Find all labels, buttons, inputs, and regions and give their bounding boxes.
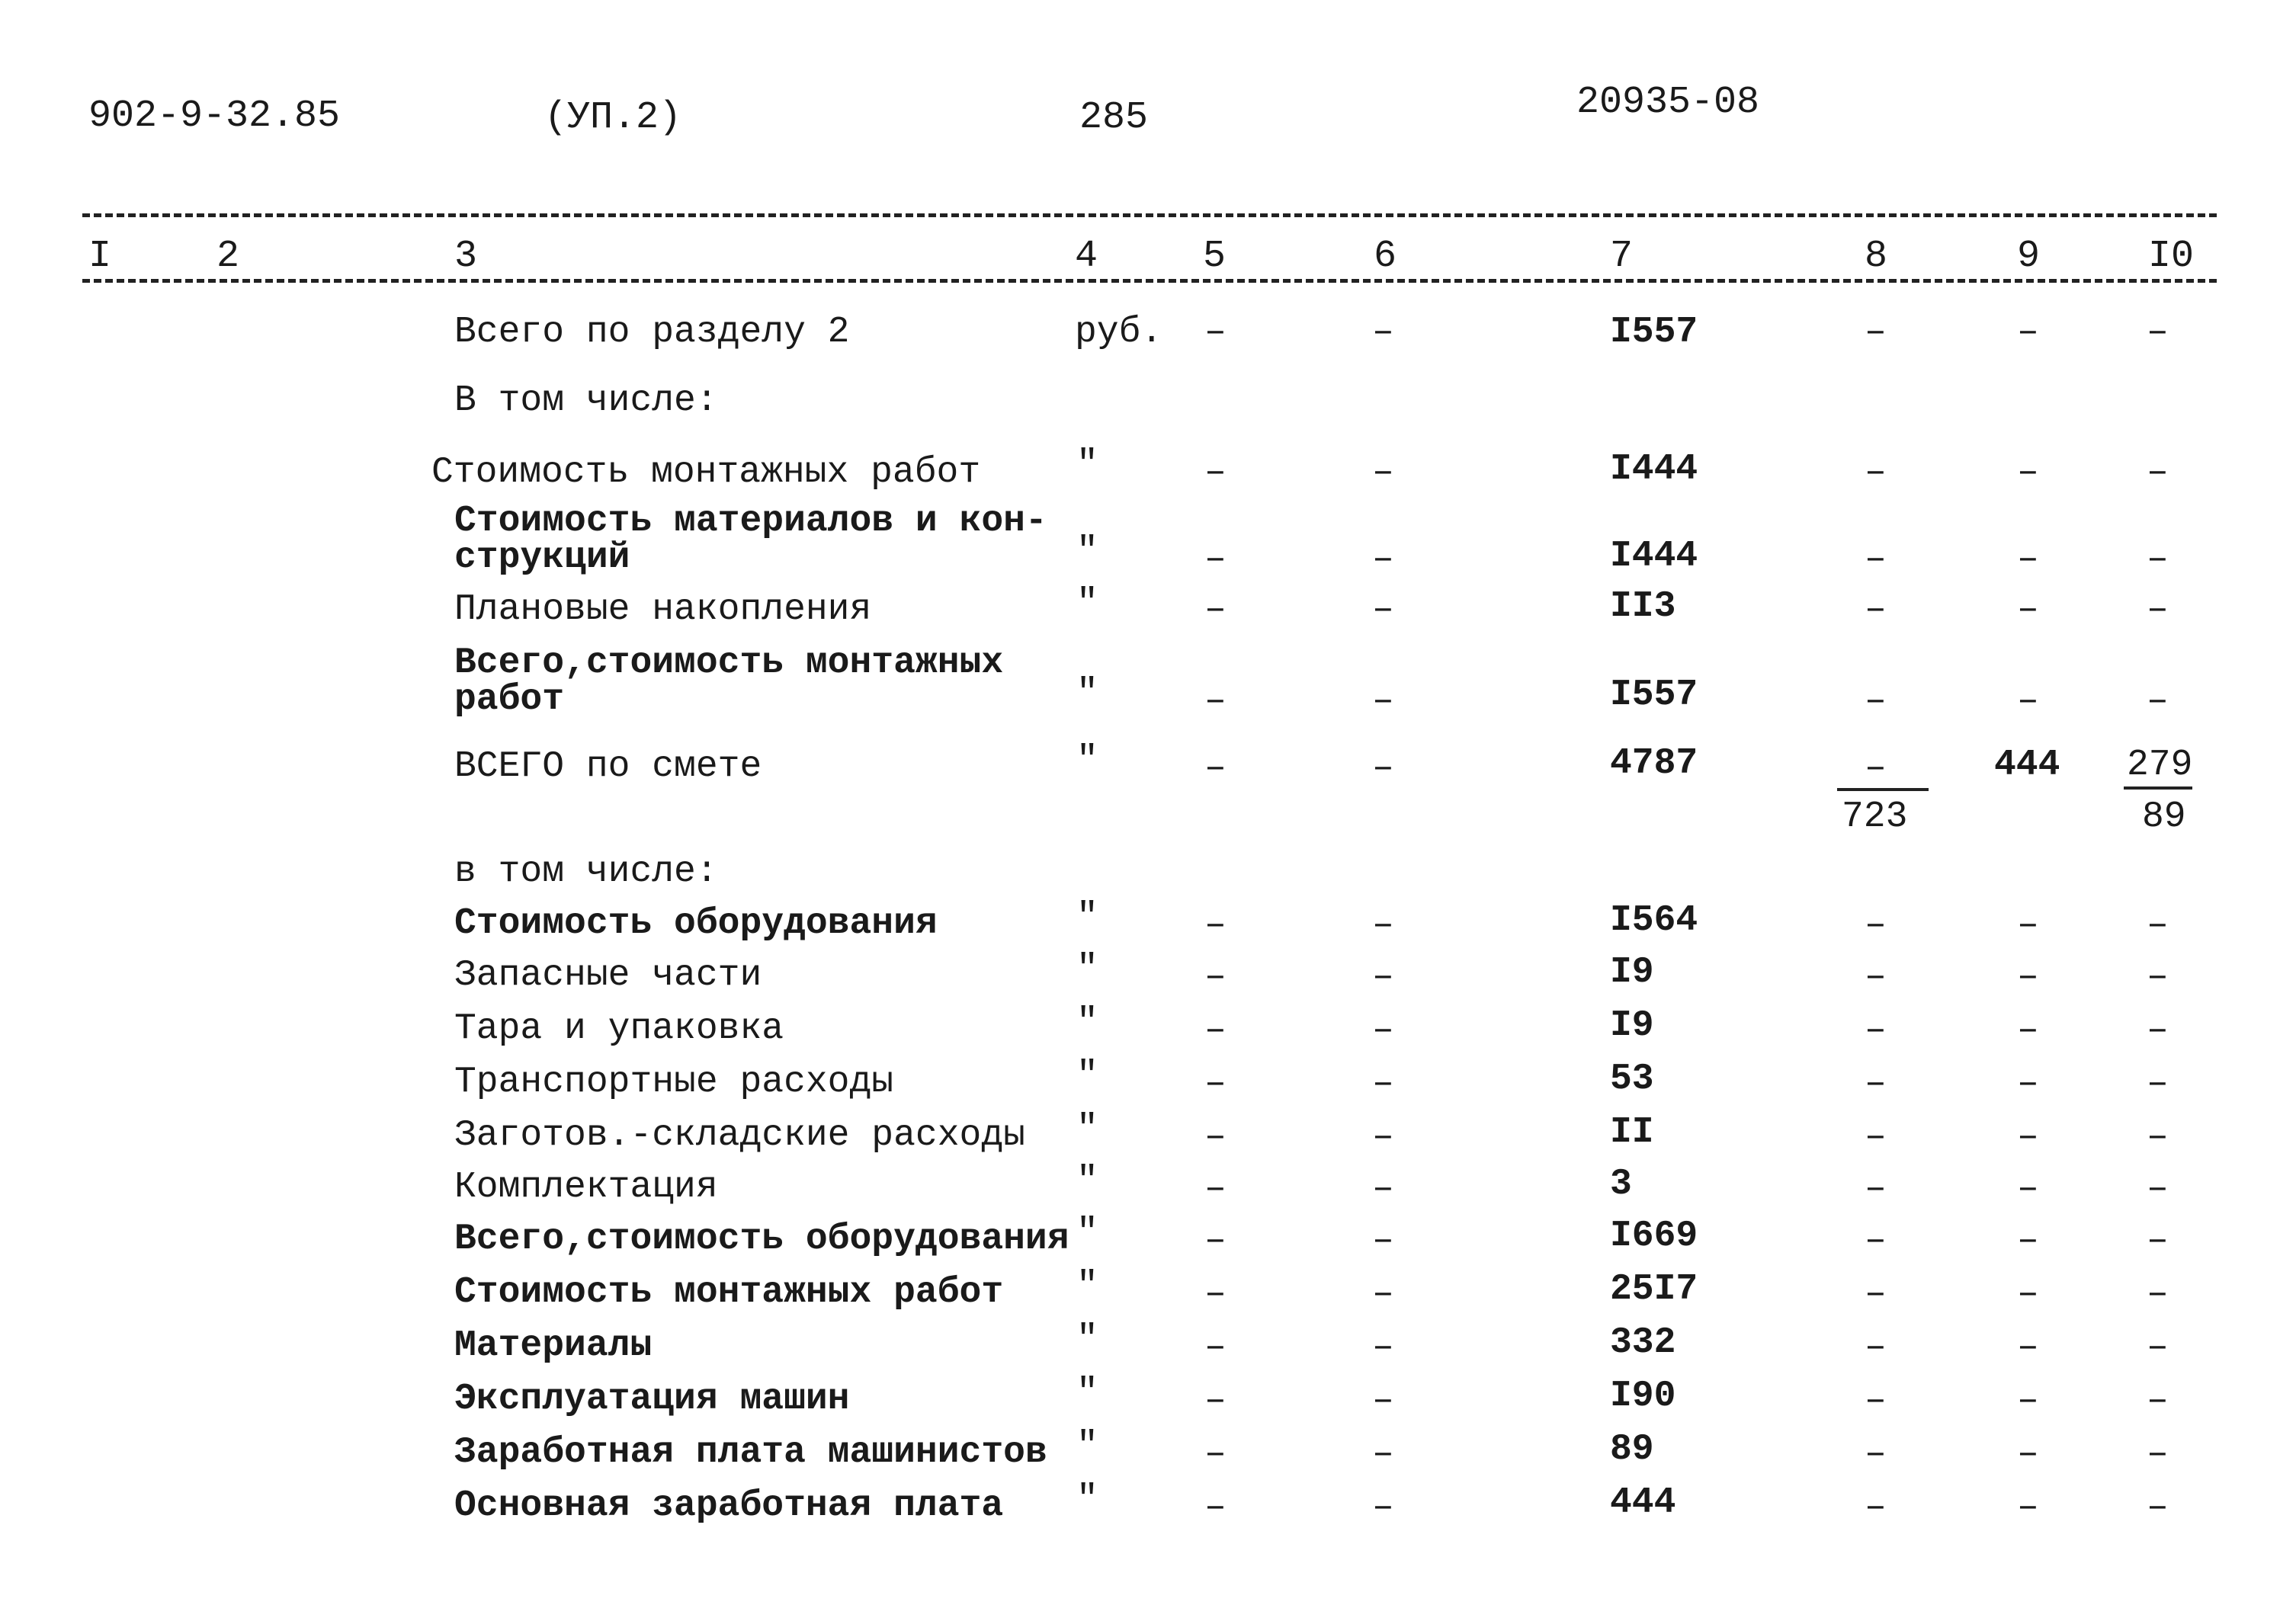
column-number: I0: [2148, 235, 2195, 278]
row-label: Стоимость оборудования: [454, 903, 938, 944]
column-number: 7: [1610, 235, 1634, 278]
row-label: Заработная плата машинистов: [454, 1432, 1047, 1473]
cell-col9: –: [2017, 1116, 2039, 1158]
page-number: 285: [1079, 96, 1149, 139]
column-number: 5: [1203, 235, 1227, 278]
cell-col8: –: [1865, 1327, 1887, 1368]
cell-col9: –: [2017, 312, 2039, 353]
cell-col5: –: [1204, 1168, 1227, 1209]
cell-col5: –: [1204, 1220, 1227, 1261]
cell-col9: –: [2017, 1380, 2039, 1421]
row-unit: ": [1076, 1109, 1098, 1150]
cell-col5: –: [1204, 1273, 1227, 1315]
cell-col7: I9: [1610, 952, 1654, 993]
doc-code: 902-9-32.85: [88, 95, 341, 138]
cell-col10: –: [2147, 1273, 2169, 1315]
row-label: Заготов.-складские расходы: [454, 1115, 1025, 1156]
row-unit: руб.: [1075, 312, 1163, 353]
row-unit: ": [1076, 1002, 1098, 1043]
row-label: Всего по разделу 2: [454, 312, 850, 353]
column-number: 8: [1865, 235, 1888, 278]
cell-col8: –: [1865, 1168, 1887, 1209]
cell-col10: –: [2147, 1116, 2169, 1158]
row-unit: ": [1076, 1319, 1098, 1360]
cell-col9: –: [2017, 1168, 2039, 1209]
row-label: Стоимость монтажных работ: [431, 452, 981, 493]
row-unit: ": [1076, 673, 1098, 714]
cell-col6: –: [1372, 1273, 1394, 1315]
cell-col10: –: [2147, 1010, 2169, 1051]
cell-col5: –: [1204, 1327, 1227, 1368]
cell-col7: I9: [1610, 1005, 1654, 1046]
cell-col7: 4787: [1610, 743, 1698, 784]
cell-col6: –: [1372, 1168, 1394, 1209]
cell-col8: –: [1865, 1434, 1887, 1475]
column-number: 6: [1374, 235, 1397, 278]
cell-col9: –: [2017, 589, 2039, 630]
fraction-bar: [2124, 786, 2192, 790]
cell-col7: 332: [1610, 1322, 1676, 1363]
cell-col6: –: [1372, 905, 1394, 946]
row-subheading: В том числе:: [454, 380, 718, 421]
cell-col10: –: [2147, 452, 2169, 493]
row-label: Материалы: [454, 1325, 653, 1366]
cell-col9: –: [2017, 905, 2039, 946]
cell-col9: –: [2017, 452, 2039, 493]
inventory-number: 20935-08: [1576, 81, 1760, 124]
row-label: Стоимость материалов и кон-: [454, 501, 1047, 542]
cell-col9: –: [2017, 1487, 2039, 1528]
row-unit: ": [1076, 1056, 1098, 1097]
doc-part: (УП.2): [544, 96, 682, 139]
cell-col5: –: [1204, 539, 1227, 580]
cell-col7: II: [1610, 1112, 1654, 1153]
cell-col10: 279: [2127, 745, 2193, 786]
row-unit: ": [1076, 1479, 1098, 1520]
row-unit: ": [1076, 1426, 1098, 1467]
cell-col5: –: [1204, 312, 1227, 353]
row-unit: ": [1076, 949, 1098, 990]
row-label: Стоимость монтажных работ: [454, 1272, 1004, 1313]
cell-col10: –: [2147, 312, 2169, 353]
cell-col10: –: [2147, 589, 2169, 630]
cell-col9: –: [2017, 1273, 2039, 1315]
cell-col7: I557: [1610, 674, 1698, 716]
cell-col5: –: [1204, 1063, 1227, 1104]
cell-col9: –: [2017, 1010, 2039, 1051]
row-subheading: в том числе:: [454, 851, 718, 892]
cell-col9: –: [2017, 1434, 2039, 1475]
cell-col8: –: [1865, 589, 1887, 630]
row-label: Запасные части: [454, 955, 762, 996]
row-unit: ": [1076, 897, 1098, 938]
cell-col10: –: [2147, 1327, 2169, 1368]
cell-col6: –: [1372, 589, 1394, 630]
row-label: Транспортные расходы: [454, 1062, 894, 1103]
cell-col6: –: [1372, 1010, 1394, 1051]
cell-col8: –: [1865, 1010, 1887, 1051]
row-unit: ": [1076, 1373, 1098, 1414]
cell-col10: –: [2147, 1434, 2169, 1475]
cell-col9: –: [2017, 539, 2039, 580]
row-unit: ": [1076, 1266, 1098, 1307]
cell-col8: –: [1865, 748, 1887, 789]
cell-col8: –: [1865, 1380, 1887, 1421]
column-number: 4: [1075, 235, 1098, 278]
table-header-rule: [82, 279, 2217, 283]
row-label: Всего,стоимость оборудования: [454, 1219, 1069, 1260]
cell-col8: –: [1865, 1063, 1887, 1104]
cell-col6: –: [1372, 1220, 1394, 1261]
column-number: 3: [454, 235, 478, 278]
cell-col10-sub: 89: [2142, 796, 2186, 838]
cell-col6: –: [1372, 1063, 1394, 1104]
row-unit: ": [1076, 1161, 1098, 1202]
cell-col8: –: [1865, 1273, 1887, 1315]
cell-col8: –: [1865, 905, 1887, 946]
cell-col6: –: [1372, 748, 1394, 789]
cell-col8: –: [1865, 1487, 1887, 1528]
cell-col6: –: [1372, 1487, 1394, 1528]
cell-col8: –: [1865, 312, 1887, 353]
cell-col6: –: [1372, 539, 1394, 580]
cell-col5: –: [1204, 589, 1227, 630]
row-unit: ": [1076, 444, 1098, 485]
cell-col7: I90: [1610, 1376, 1676, 1417]
cell-col9: –: [2017, 956, 2039, 998]
cell-col7: I444: [1610, 449, 1698, 490]
cell-col10: –: [2147, 1220, 2169, 1261]
cell-col6: –: [1372, 956, 1394, 998]
cell-col10: –: [2147, 956, 2169, 998]
cell-col7: I444: [1610, 536, 1698, 577]
cell-col5: –: [1204, 905, 1227, 946]
cell-col5: –: [1204, 452, 1227, 493]
cell-col8: –: [1865, 681, 1887, 722]
cell-col6: –: [1372, 1116, 1394, 1158]
row-label-continued: струкций: [454, 537, 630, 578]
row-label: Плановые накопления: [454, 589, 872, 630]
cell-col10: –: [2147, 1168, 2169, 1209]
cell-col6: –: [1372, 312, 1394, 353]
cell-col9: –: [2017, 681, 2039, 722]
cell-col8: –: [1865, 956, 1887, 998]
cell-col6: –: [1372, 1380, 1394, 1421]
cell-col7: 25I7: [1610, 1269, 1698, 1310]
row-label: Основная заработная плата: [454, 1485, 1004, 1526]
column-number: 2: [216, 235, 240, 278]
cell-col8: –: [1865, 1220, 1887, 1261]
cell-col5: –: [1204, 1380, 1227, 1421]
cell-col9: –: [2017, 1327, 2039, 1368]
cell-col6: –: [1372, 452, 1394, 493]
column-number: 9: [2017, 235, 2041, 278]
row-label-continued: работ: [454, 679, 565, 720]
cell-col5: –: [1204, 681, 1227, 722]
row-label: Комплектация: [454, 1167, 718, 1208]
table-top-rule: [82, 213, 2217, 217]
row-unit: ": [1076, 1213, 1098, 1254]
cell-col5: –: [1204, 1434, 1227, 1475]
cell-col7: 53: [1610, 1059, 1654, 1100]
row-label: ВСЕГО по смете: [454, 746, 762, 787]
cell-col7: 89: [1610, 1429, 1654, 1470]
cell-col9: –: [2017, 1063, 2039, 1104]
cell-col8: –: [1865, 1116, 1887, 1158]
cell-col8: –: [1865, 452, 1887, 493]
cell-col5: –: [1204, 1010, 1227, 1051]
cell-col10: –: [2147, 539, 2169, 580]
cell-col7: II3: [1610, 586, 1676, 627]
cell-col5: –: [1204, 1116, 1227, 1158]
row-unit: ": [1076, 740, 1098, 781]
cell-col10: –: [2147, 681, 2169, 722]
cell-col9: 444: [1994, 745, 2060, 786]
cell-col5: –: [1204, 1487, 1227, 1528]
row-label: Эксплуатация машин: [454, 1379, 850, 1420]
row-label: Тара и упаковка: [454, 1008, 784, 1049]
cell-col6: –: [1372, 1327, 1394, 1368]
cell-col8-sub: 723: [1842, 796, 1908, 838]
cell-col5: –: [1204, 956, 1227, 998]
cell-col6: –: [1372, 1434, 1394, 1475]
cell-col7: I669: [1610, 1216, 1698, 1257]
column-number: I: [88, 235, 112, 278]
row-unit: ": [1076, 531, 1098, 572]
cell-col7: I564: [1610, 900, 1698, 941]
cell-col5: –: [1204, 748, 1227, 789]
cell-col7: 3: [1610, 1164, 1632, 1205]
cell-col7: I557: [1610, 312, 1698, 353]
cell-col10: –: [2147, 1063, 2169, 1104]
cell-col10: –: [2147, 1487, 2169, 1528]
cell-col7: 444: [1610, 1482, 1676, 1523]
cell-col10: –: [2147, 905, 2169, 946]
row-label: Всего,стоимость монтажных: [454, 642, 1004, 684]
cell-col10: –: [2147, 1380, 2169, 1421]
cell-col6: –: [1372, 681, 1394, 722]
cell-col8: –: [1865, 539, 1887, 580]
cell-col9: –: [2017, 1220, 2039, 1261]
row-unit: ": [1076, 583, 1098, 624]
fraction-bar: [1837, 788, 1929, 791]
